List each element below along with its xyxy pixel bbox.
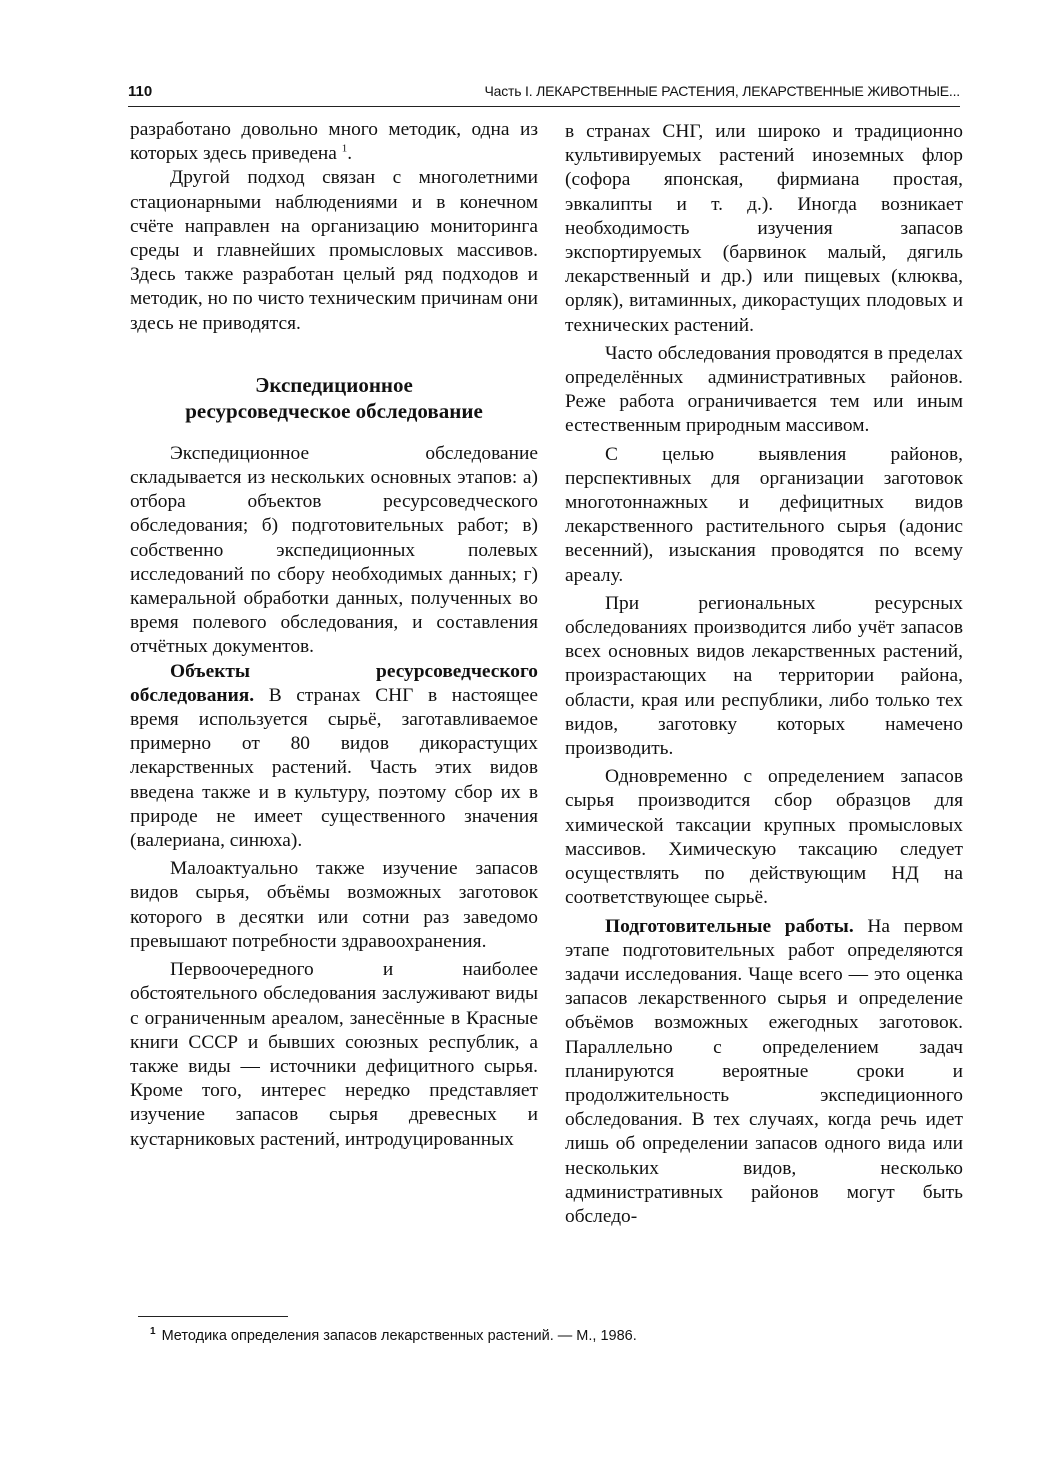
- paragraph: Часто обследования проводятся в пределах определённых административных районов. Реже работа ограничивается тем или иным естественным природным массивом.: [565, 342, 963, 437]
- run-in-heading: Объекты ресурсоведческого обследования.: [130, 660, 538, 706]
- paragraph: Одновременно с определением запасов сырья производится сбор образцов для химической таксации крупных промысловых массивов. Химическую таксацию следует осуществлять по действующим НД на соответствующее сырьё.: [565, 766, 963, 909]
- paragraph: Другой подход связан с многолетними стационарными наблюдениями и в конечном счёте направлен на организацию мониторинга среды и главнейших промысловых массивов. Здесь также разработан целый ряд подходов и методик, но по чисто техническим причинам они здесь не приводятся.: [130, 167, 538, 334]
- footnote-text: Методика определения запасов лекарственных растений. — М., 1986.: [161, 1327, 637, 1344]
- paragraph: Подготовительные работы. На первом этапе подготовительных работ определяются задачи исследования. Чаще всего — это оценка запасов лекарственного сырья и определение объёмов возможных ежегодных заготовок. Параллельно с определением задач планируются вероятные сроки и продолжительность экспедиционного обследования. В тех случаях, когда речь идет лишь об определении запасов одного вида или нескольких видов, несколько административных районов могут быть обследо-: [565, 915, 963, 1227]
- footnote-number: 1: [150, 1326, 156, 1337]
- left-column: [130, 118, 538, 1152]
- footnote-reference[interactable]: 1: [341, 142, 348, 155]
- running-head: Часть I. ЛЕКАРСТВЕННЫЕ РАСТЕНИЯ, ЛЕКАРСТВЕННЫЕ ЖИВОТНЫЕ...: [484, 83, 960, 99]
- paragraph: Объекты ресурсоведческого обследования. В странах СНГ в настоящее время используется сырьё, заготавливаемое примерно от 80 видов дикорастущих лекарственных растений. Часть этих видов введена также и в культуру, поэтому сбор их в природе не имеет существенного значения (валериана, синюха).: [130, 660, 538, 852]
- page-header: [128, 78, 960, 107]
- paragraph: Первоочередного и наиболее обстоятельного обследования заслуживают виды с ограниченным ареалом, занесённые в Красные книги СССР и бывших союзных республик, а также виды — источники дефицитного сырья. Кроме того, интерес нередко представляет изучение запасов сырья древесных и кустарниковых растений, интродуцированных: [130, 959, 538, 1150]
- run-in-heading: Подготовительные работы.: [605, 915, 854, 937]
- footnote: [150, 1326, 950, 1344]
- paragraph: Экспедиционное обследование складывается из нескольких основных этапов: а) отбора объектов ресурсоведческого обследования; б) подготовительных работ; в) собственно экспедиционных полевых исследований по сбору необходимых данных; г) камеральной обработки данных, полученных во время полевого обследования, и составления отчётных документов.: [130, 442, 538, 658]
- paragraph: При региональных ресурсных обследованиях производится либо учёт запасов всех основных видов лекарственных растений, произрастающих на территории района, области, края или республики, либо только тех видов, заготовку которых намечено производить.: [565, 592, 963, 760]
- paragraph: в странах СНГ, или широко и традиционно культивируемых растений иноземных флор (софора японская, фирмиана простая, эвкалипты и т. д.). Иногда возникает необходимость изучения запасов экспортируемых (барвинок малый, дягиль лекарственный и др.) или пищевых (клюква, орляк), витаминных, дикорастущих плодовых и технических растений.: [565, 121, 963, 336]
- paragraph: С целью выявления районов, перспективных для организации заготовок многотоннажных и дефицитных видов лекарственного растительного сырья (адонис весенний), изыскания проводятся по всему ареалу.: [565, 443, 963, 586]
- page-number: 110: [128, 83, 153, 100]
- right-column: [565, 120, 963, 1229]
- paragraph: Малоактуально также изучение запасов видов сырья, объёмы возможных заготовок которого в десятки или сотни раз заведомо превышают потребности здравоохранения.: [130, 858, 538, 952]
- footnote-divider: [138, 1316, 288, 1317]
- section-heading: Экспедиционное ресурсоведческое обследование: [185, 372, 483, 423]
- paragraph: разработано довольно много методик, одна из которых здесь приведена $^1$.: [130, 119, 538, 165]
